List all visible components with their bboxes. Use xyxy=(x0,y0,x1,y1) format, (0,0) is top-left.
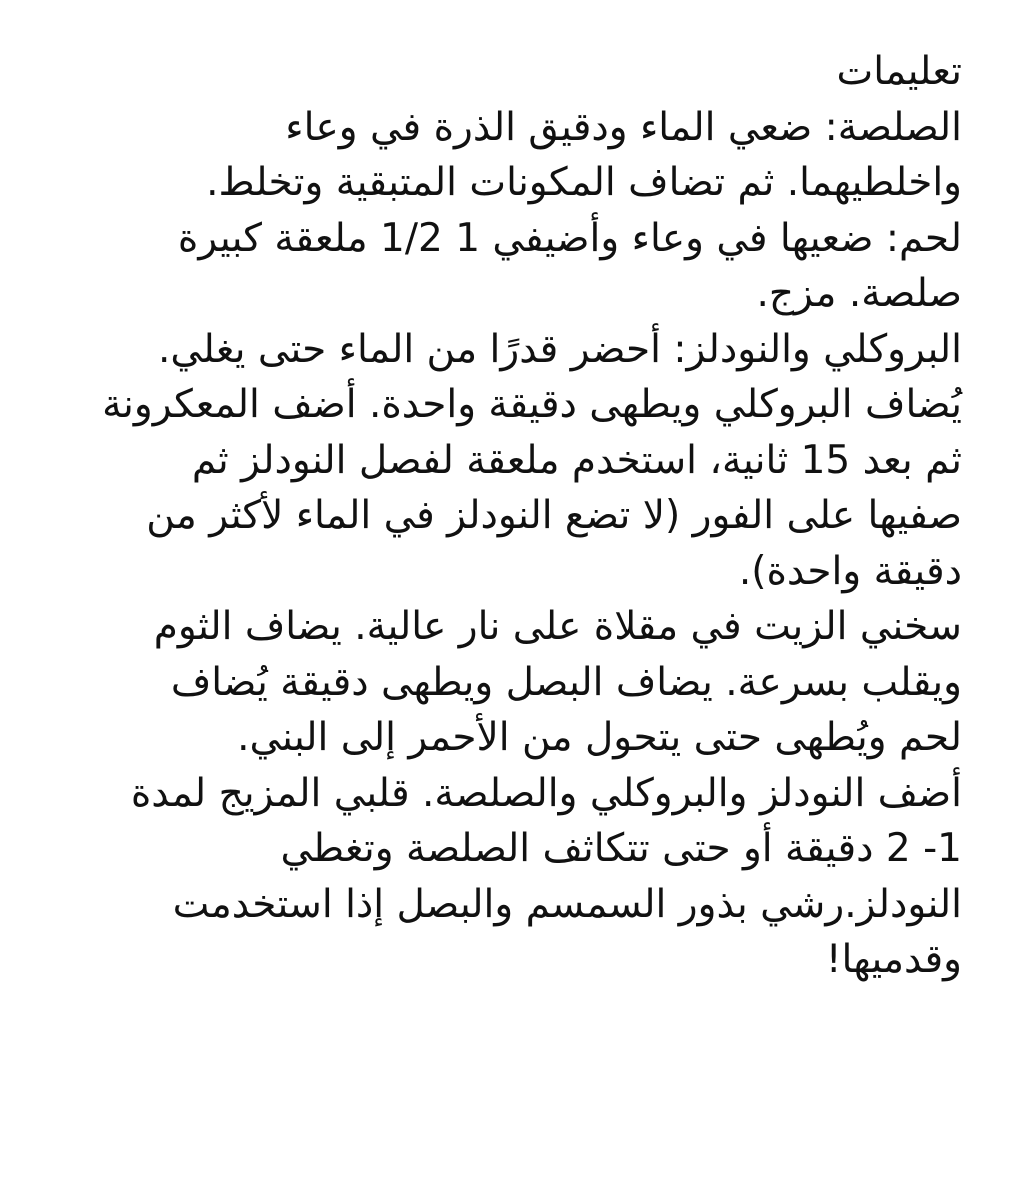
text-line: ثم بعد 15 ثانية، استخدم ملعقة لفصل النودلز ثم xyxy=(191,437,962,483)
text-line: 1- 2 دقيقة أو حتى تتكاثف الصلصة وتغطي xyxy=(280,826,962,871)
text-line: دقيقة واحدة). xyxy=(738,548,962,594)
text-line: أضف النودلز والبروكلي والصلصة. قلبي المزيج لمدة xyxy=(130,770,962,816)
text-line: وقدميها! xyxy=(825,937,962,982)
text-line: صلصة. مزج. xyxy=(756,271,962,316)
text-line: البروكلي والنودلز: أحضر قدرًا من الماء حتى يغلي. xyxy=(158,326,962,372)
text-line: سخني الزيت في مقلاة على نار عالية. يضاف الثوم xyxy=(153,604,962,649)
text-line: لحم ويُطهى حتى يتحول من الأحمر إلى البني. xyxy=(237,715,962,760)
text-line: يُضاف البروكلي ويطهى دقيقة واحدة. أضف المعكرونة xyxy=(102,382,962,427)
text-line: الصلصة: ضعي الماء ودقيق الذرة في وعاء xyxy=(285,104,962,150)
text-line: لحم: ضعيها في وعاء وأضيفي 1 1/2 ملعقة كبيرة xyxy=(177,215,962,261)
text-line: النودلز.رشي بذور السمسم والبصل إذا استخدمت xyxy=(172,881,962,927)
text-line: صفيها على الفور (لا تضع النودلز في الماء لأكثر من xyxy=(146,493,962,538)
text-line: ويقلب بسرعة. يضاف البصل ويطهى دقيقة يُضاف xyxy=(170,659,962,705)
instructions-title: تعليمات xyxy=(836,49,962,94)
text-line: واخلطيهما. ثم تضاف المكونات المتبقية وتخلط. xyxy=(206,160,962,205)
